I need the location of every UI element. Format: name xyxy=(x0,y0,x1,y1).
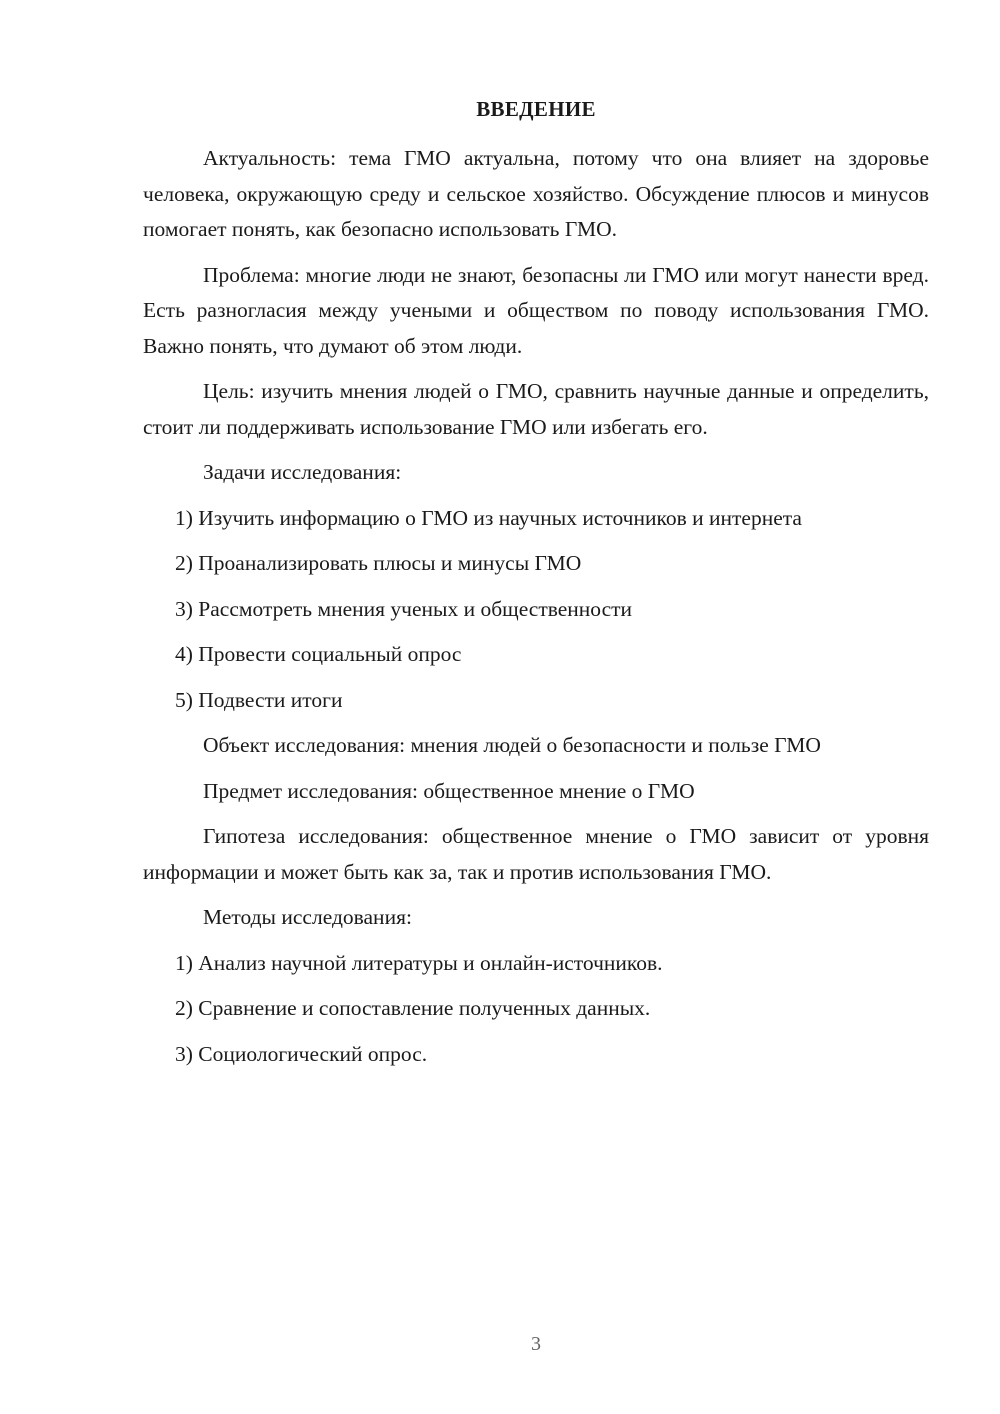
task-item: 2) Проанализировать плюсы и минусы ГМО xyxy=(175,551,582,575)
method-item: 1) Анализ научной литературы и онлайн-источников. xyxy=(175,950,663,975)
page-number: 3 xyxy=(531,1333,541,1355)
research-object: Объект исследования: мнения людей о безопасности и пользе ГМО xyxy=(203,733,821,757)
task-item: 5) Подвести итоги xyxy=(175,687,343,712)
method-item: 2) Сравнение и сопоставление полученных данных. xyxy=(175,996,651,1020)
task-item: 1) Изучить информацию о ГМО из научных источников и интернета xyxy=(175,505,802,530)
hypothesis-paragraph: Гипотеза исследования: общественное мнение о ГМО зависит от уровня информации и может быть как за, так и против использования ГМО. xyxy=(143,824,929,884)
relevance-paragraph: Актуальность: тема ГМО актуальна, потому что она влияет на здоровье человека, окружающую среду и сельское хозяйство. Обсуждение плюсов и минусов помогает понять, как безопасно использовать ГМО. xyxy=(143,146,929,241)
method-item: 3) Социологический опрос. xyxy=(175,1041,428,1066)
document-body xyxy=(143,141,929,1082)
task-item: 3) Рассмотреть мнения ученых и общественности xyxy=(175,596,633,621)
page-title: ВВЕДЕНИЕ xyxy=(476,97,596,121)
goal-paragraph: Цель: изучить мнения людей о ГМО, сравнить научные данные и определить, стоит ли поддерживать использование ГМО или избегать его. xyxy=(143,379,929,439)
task-item: 4) Провести социальный опрос xyxy=(175,642,462,666)
problem-paragraph: Проблема: многие люди не знают, безопасны ли ГМО или могут нанести вред. Есть разногласия между учеными и обществом по поводу использования ГМО. Важно понять, что думают об этом люди. xyxy=(143,262,929,358)
methods-heading: Методы исследования: xyxy=(203,905,412,929)
tasks-heading: Задачи исследования: xyxy=(203,460,402,484)
research-subject: Предмет исследования: общественное мнение о ГМО xyxy=(203,778,695,803)
